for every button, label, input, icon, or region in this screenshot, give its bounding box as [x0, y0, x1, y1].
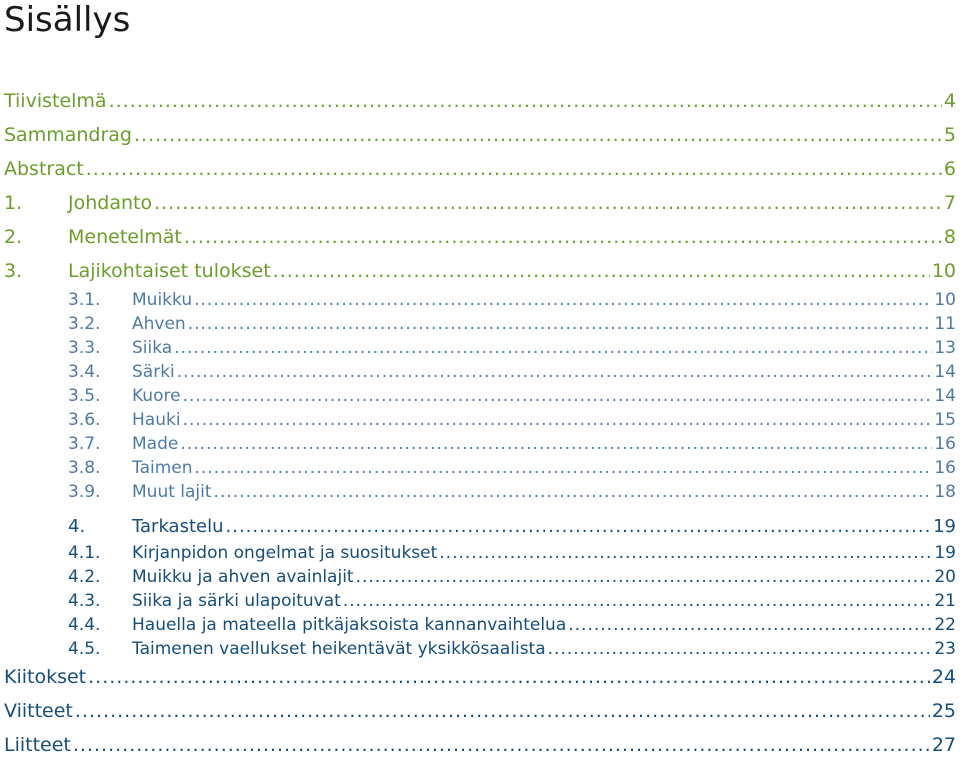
toc-subentry-hauki[interactable]	[4, 410, 956, 430]
toc-entry-number: 4.2.	[68, 567, 101, 587]
toc-leader-dots	[183, 410, 933, 430]
toc-leader-dots	[439, 543, 932, 563]
toc-subentry-siika-ja-sarki[interactable]	[4, 591, 956, 611]
toc-leader-dots	[174, 338, 932, 358]
toc-page-number: 20	[934, 567, 956, 587]
toc-entry-tiivistelma[interactable]	[4, 90, 956, 112]
toc-page-number: 19	[933, 516, 956, 537]
toc-entry-abstract[interactable]	[4, 158, 956, 180]
toc-page-number: 11	[934, 314, 956, 334]
toc-leader-dots	[184, 226, 942, 248]
toc-page-number: 22	[934, 615, 956, 635]
toc-entry-number: 3.4.	[68, 362, 101, 382]
toc-entry-label: Liitteet	[4, 734, 71, 756]
toc-page-number: 7	[943, 192, 956, 214]
toc-entry-label: Tarkastelu	[132, 516, 224, 537]
toc-entry-label: Taimenen vaellukset heikentävät yksikkösaalista	[132, 639, 546, 659]
toc-entry-number: 4.5.	[68, 639, 101, 659]
toc-leader-dots	[109, 90, 942, 112]
toc-leader-dots	[183, 386, 933, 406]
toc-leader-dots	[134, 124, 942, 146]
toc-page-number: 6	[943, 158, 956, 180]
toc-entry-number: 3.3.	[68, 338, 101, 358]
toc-entry-tarkastelu[interactable]	[4, 516, 956, 537]
toc-entry-lajikohtaiset-tulokset[interactable]	[4, 260, 956, 282]
toc-leader-dots	[180, 434, 932, 454]
toc-page-number: 27	[931, 734, 956, 756]
toc-entry-number: 4.	[68, 516, 86, 537]
toc-entry-label: Siika ja särki ulapoituvat	[132, 591, 341, 611]
toc-entry-number: 2.	[4, 226, 23, 248]
toc-page-number: 14	[934, 362, 956, 382]
toc-entry-label: Made	[132, 434, 179, 454]
toc-page-number: 24	[931, 666, 956, 688]
toc-entry-viitteet[interactable]	[4, 700, 956, 722]
toc-leader-dots	[343, 591, 933, 611]
toc-page-number: 10	[931, 260, 956, 282]
toc-entry-johdanto[interactable]	[4, 192, 956, 214]
toc-page-number: 16	[934, 434, 956, 454]
toc-leader-dots	[73, 734, 930, 756]
toc-entry-kiitokset[interactable]	[4, 666, 956, 688]
toc-leader-dots	[154, 192, 942, 214]
toc-subentry-kuore[interactable]	[4, 386, 956, 406]
toc-entry-number: 3.7.	[68, 434, 101, 454]
toc-entry-label: Tiivistelmä	[4, 90, 107, 112]
toc-entry-number: 3.9.	[68, 482, 101, 502]
toc-entry-label: Ahven	[132, 314, 186, 334]
toc-entry-number: 3.5.	[68, 386, 101, 406]
toc-leader-dots	[226, 516, 932, 537]
toc-leader-dots	[548, 639, 933, 659]
toc-entry-label: Johdanto	[68, 192, 153, 214]
toc-subentry-sarki[interactable]	[4, 362, 956, 382]
toc-leader-dots	[273, 260, 930, 282]
toc-entry-number: 3.8.	[68, 458, 101, 478]
toc-leader-dots	[88, 666, 930, 688]
toc-page-number: 19	[934, 543, 956, 563]
toc-page-number: 10	[934, 290, 956, 310]
toc-entry-label: Lajikohtaiset tulokset	[68, 260, 271, 282]
toc-page-number: 25	[931, 700, 956, 722]
toc-entry-label: Taimen	[132, 458, 193, 478]
toc-entry-number: 3.1.	[68, 290, 101, 310]
toc-subentry-muut-lajit[interactable]	[4, 482, 956, 502]
toc-entry-number: 4.1.	[68, 543, 101, 563]
toc-entry-number: 3.6.	[68, 410, 101, 430]
toc-entry-label: Kiitokset	[4, 666, 87, 688]
toc-leader-dots	[214, 482, 933, 502]
toc-entry-sammandrag[interactable]	[4, 124, 956, 146]
toc-entry-liitteet[interactable]	[4, 734, 956, 756]
toc-entry-label: Muikku	[132, 290, 193, 310]
toc-leader-dots	[195, 458, 933, 478]
toc-leader-dots	[194, 290, 932, 310]
toc-page-number: 5	[943, 124, 956, 146]
toc-entry-number: 3.2.	[68, 314, 101, 334]
toc-entry-number: 1.	[4, 192, 23, 214]
toc-leader-dots	[188, 314, 933, 334]
toc-page-number: 16	[934, 458, 956, 478]
toc-subentry-taimen[interactable]	[4, 458, 956, 478]
toc-entry-label: Hauella ja mateella pitkäjaksoista kannanvaihtelua	[132, 615, 567, 635]
toc-entry-label: Särki	[132, 362, 175, 382]
toc-entry-number: 4.4.	[68, 615, 101, 635]
toc-entry-label: Kuore	[132, 386, 181, 406]
toc-entry-number: 3.	[4, 260, 23, 282]
toc-entry-label: Kirjanpidon ongelmat ja suositukset	[132, 543, 438, 563]
toc-subentry-taimenen-vaellukset[interactable]	[4, 639, 956, 659]
toc-subentry-ahven[interactable]	[4, 314, 956, 334]
toc-page-number: 18	[934, 482, 956, 502]
toc-page-number: 21	[934, 591, 956, 611]
toc-page-number: 15	[934, 410, 956, 430]
toc-entry-label: Muikku ja ahven avainlajit	[132, 567, 354, 587]
toc-leader-dots	[356, 567, 933, 587]
toc-page-number: 23	[934, 639, 956, 659]
toc-leader-dots	[75, 700, 930, 722]
toc-page-number: 14	[934, 386, 956, 406]
toc-entry-label: Hauki	[132, 410, 181, 430]
toc-leader-dots	[568, 615, 932, 635]
toc-entry-menetelmat[interactable]	[4, 226, 956, 248]
toc-leader-dots	[177, 362, 933, 382]
toc-entry-label: Muut lajit	[132, 482, 212, 502]
toc-entry-label: Siika	[132, 338, 173, 358]
toc-subentry-siika[interactable]	[4, 338, 956, 358]
toc-leader-dots	[86, 158, 942, 180]
toc-page-number: 8	[943, 226, 956, 248]
toc-subentry-muikku[interactable]	[4, 290, 956, 310]
toc-entry-label: Menetelmät	[68, 226, 182, 248]
toc-subentry-kirjanpidon-ongelmat[interactable]	[4, 543, 956, 563]
toc-subentry-muikku-ja-ahven[interactable]	[4, 567, 956, 587]
toc-entry-label: Abstract	[4, 158, 84, 180]
toc-subentry-hauella-ja-mateella[interactable]	[4, 615, 956, 635]
toc-page-number: 4	[943, 90, 956, 112]
toc-subentry-made[interactable]	[4, 434, 956, 454]
toc-page-number: 13	[934, 338, 956, 358]
toc-entry-label: Viitteet	[4, 700, 73, 722]
toc-entry-label: Sammandrag	[4, 124, 132, 146]
toc-entry-number: 4.3.	[68, 591, 101, 611]
page-title: Sisällys	[4, 0, 131, 40]
